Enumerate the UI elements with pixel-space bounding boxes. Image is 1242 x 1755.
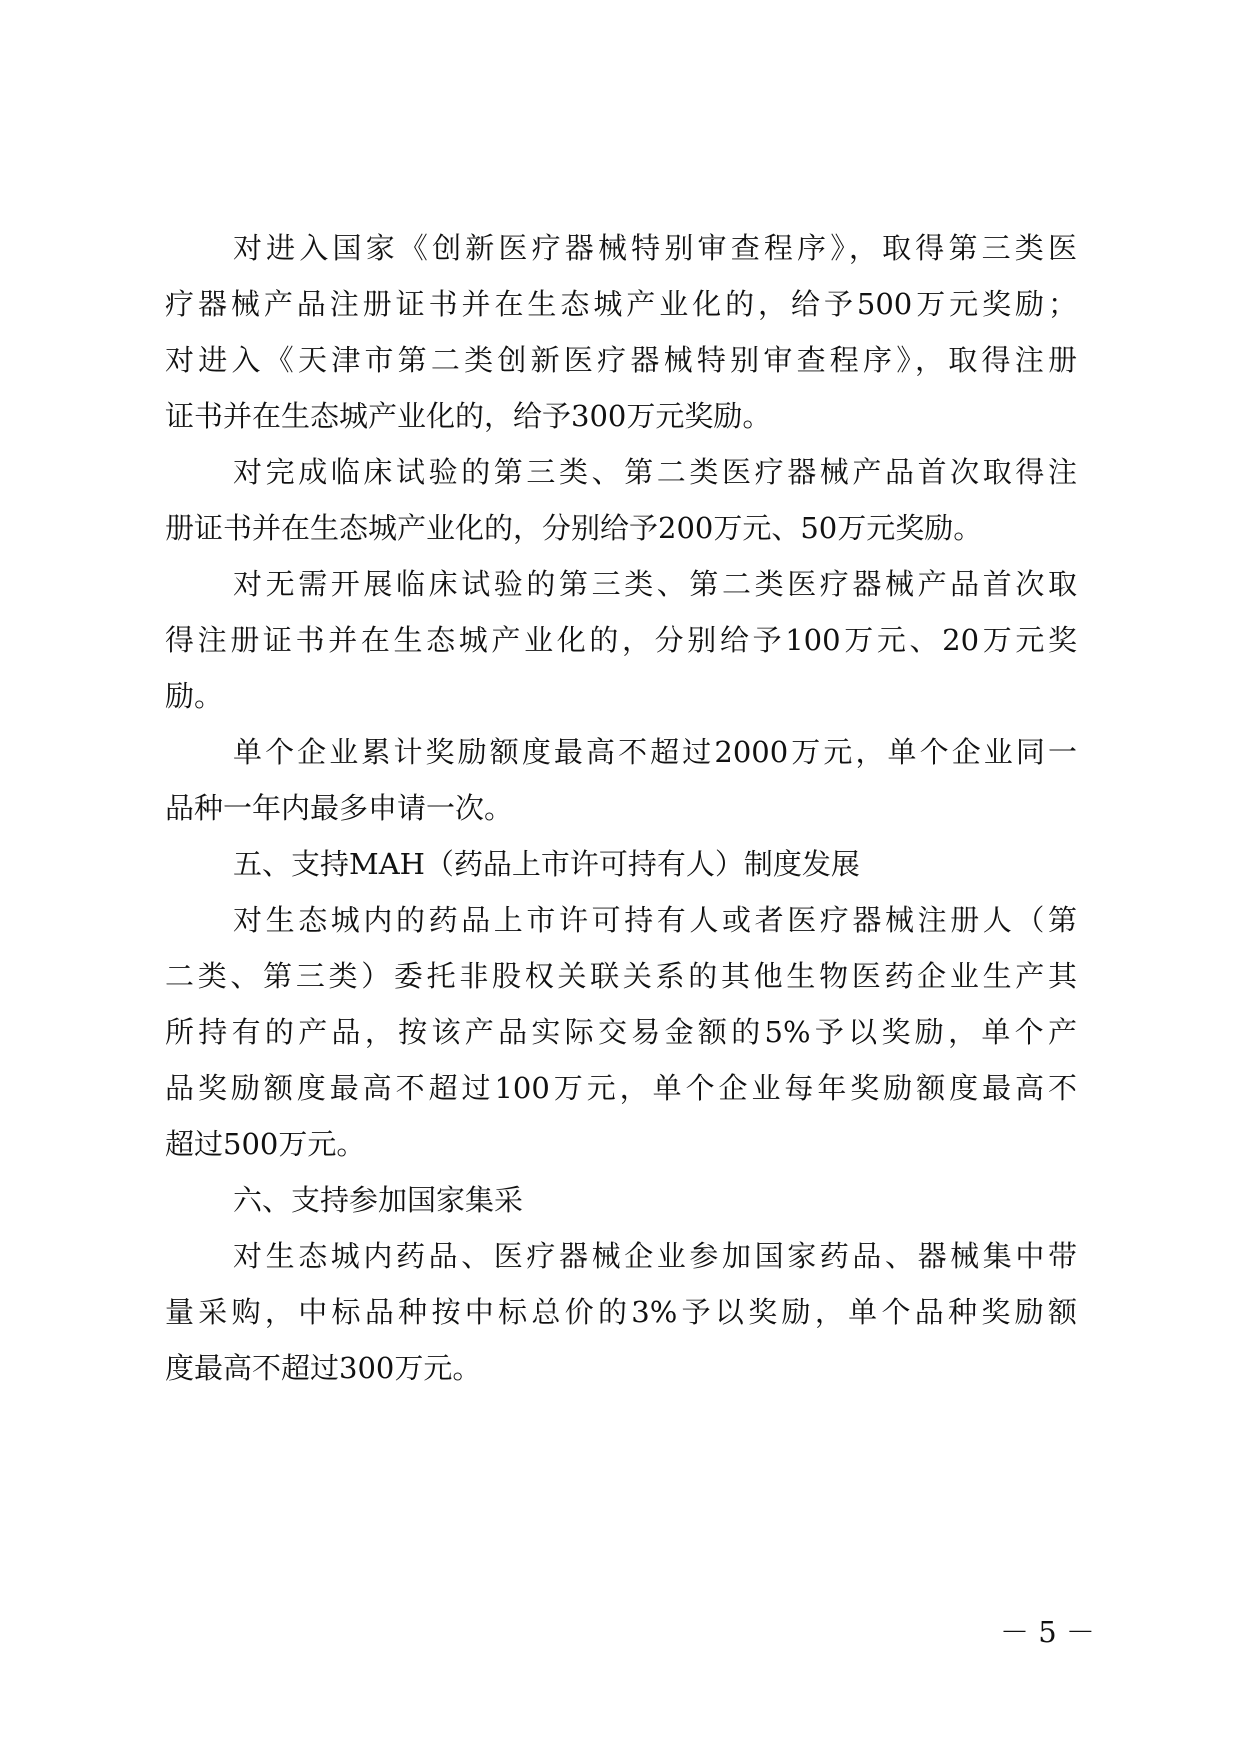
text-line: 对进入《天津市第二类创新医疗器械特别审查程序》，取得注册 bbox=[165, 343, 1077, 377]
text-line: 对生态城内的药品上市许可持有人或者医疗器械注册人（第 bbox=[233, 903, 1077, 937]
paragraph-innovation-devices bbox=[165, 220, 1077, 444]
text-line: 度最高不超过300万元。 bbox=[165, 1351, 482, 1385]
paragraph-award-cap bbox=[165, 724, 1077, 836]
paragraph-clinical-trial-devices bbox=[165, 444, 1077, 556]
paragraph-no-clinical-trial-devices bbox=[165, 556, 1077, 724]
text-line: 证书并在生态城产业化的，给予300万元奖励。 bbox=[165, 399, 772, 433]
page-number: － 5 － bbox=[1000, 1615, 1095, 1649]
section-heading-mah: 五、支持MAH（药品上市许可持有人）制度发展 bbox=[233, 847, 860, 881]
paragraph-mah-support bbox=[165, 892, 1077, 1172]
text-line: 单个企业累计奖励额度最高不超过2000万元，单个企业同一 bbox=[233, 735, 1077, 769]
text-line: 得注册证书并在生态城产业化的，分别给予100万元、20万元奖 bbox=[165, 623, 1077, 657]
text-line: 疗器械产品注册证书并在生态城产业化的，给予500万元奖励； bbox=[165, 287, 1077, 321]
text-line: 超过500万元。 bbox=[165, 1127, 366, 1161]
text-line: 品种一年内最多申请一次。 bbox=[165, 791, 514, 825]
section-heading-procurement: 六、支持参加国家集采 bbox=[233, 1183, 524, 1217]
text-line: 励。 bbox=[165, 679, 224, 713]
paragraph-procurement-support bbox=[165, 1228, 1077, 1396]
text-line: 二类、第三类）委托非股权关联关系的其他生物医药企业生产其 bbox=[165, 959, 1077, 993]
text-line: 对无需开展临床试验的第三类、第二类医疗器械产品首次取 bbox=[233, 567, 1077, 601]
text-line: 对生态城内药品、医疗器械企业参加国家药品、器械集中带 bbox=[233, 1239, 1077, 1273]
text-line: 册证书并在生态城产业化的，分别给予200万元、50万元奖励。 bbox=[165, 511, 983, 545]
text-line: 品奖励额度最高不超过100万元，单个企业每年奖励额度最高不 bbox=[165, 1071, 1077, 1105]
text-line: 对完成临床试验的第三类、第二类医疗器械产品首次取得注 bbox=[233, 455, 1077, 489]
text-line: 量采购，中标品种按中标总价的3%予以奖励，单个品种奖励额 bbox=[165, 1295, 1077, 1329]
document-body bbox=[165, 220, 1077, 1396]
text-line: 对进入国家《创新医疗器械特别审查程序》，取得第三类医 bbox=[233, 231, 1077, 265]
text-line: 所持有的产品，按该产品实际交易金额的5%予以奖励，单个产 bbox=[165, 1015, 1077, 1049]
